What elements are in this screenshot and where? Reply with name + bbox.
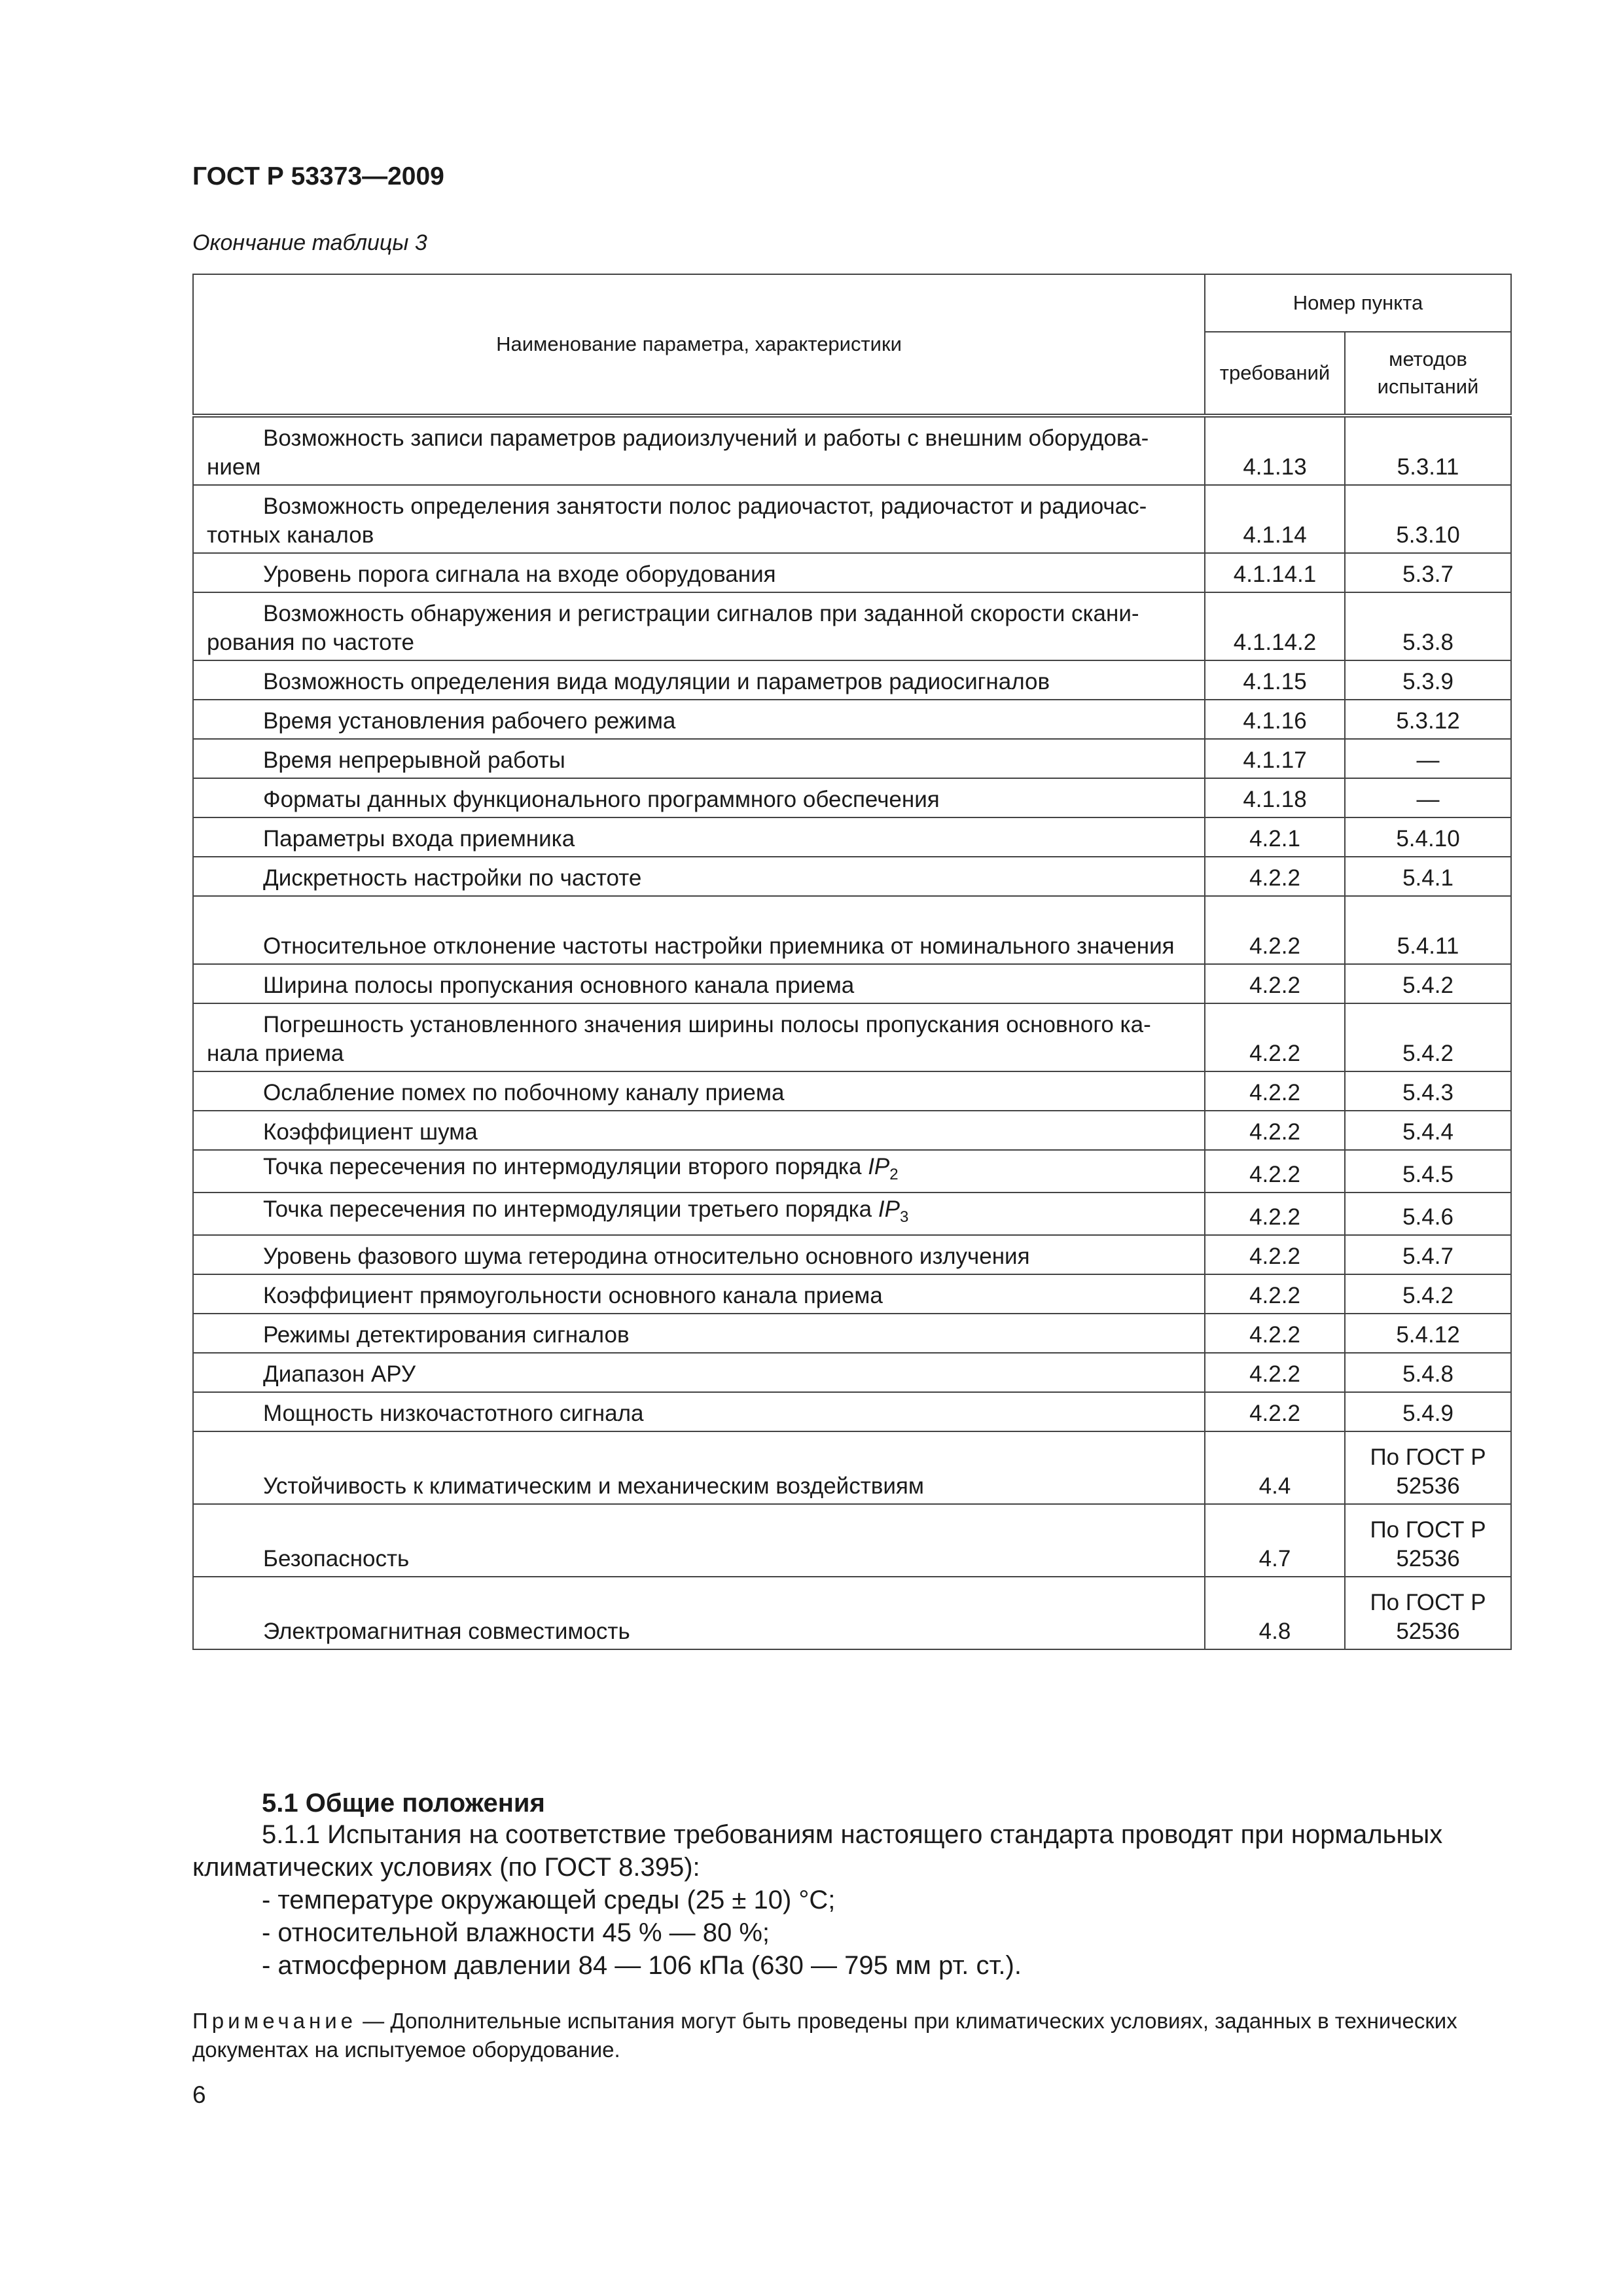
- parameter-name-wrap: [207, 746, 1191, 775]
- parameter-name-wrap: [207, 1617, 1191, 1646]
- requirement-clause-cell: 4.2.2: [1205, 1150, 1345, 1193]
- table-row: [193, 1431, 1511, 1504]
- table-row: [193, 592, 1511, 660]
- requirement-clause-cell: 4.1.18: [1205, 778, 1345, 817]
- table-row: [193, 485, 1511, 553]
- parameter-name-cell: [193, 1003, 1205, 1071]
- parameter-name: Время непрерывной работы: [263, 747, 565, 773]
- requirement-clause-cell: 4.1.14.1: [1205, 553, 1345, 592]
- parameter-name: Погрешность установленного значения ширины полосы пропускания основного канала приема: [207, 1012, 1151, 1066]
- test-method-clause-cell: 5.3.8: [1345, 592, 1511, 660]
- requirement-clause-cell: 4.7: [1205, 1504, 1345, 1577]
- parameter-name: Коэффициент шума: [263, 1119, 478, 1145]
- note-text: — Дополнительные испытания могут быть проведены при климатических условиях, заданных в технических документах на испытуемое оборудование.: [192, 2009, 1457, 2062]
- parameter-name-cell: [193, 1235, 1205, 1274]
- parameter-name-cell: [193, 1193, 1205, 1235]
- table-row: [193, 1504, 1511, 1577]
- parameter-name: Дискретность настройки по частоте: [263, 865, 642, 891]
- table-row: [193, 1111, 1511, 1150]
- parameter-name-wrap: [207, 1321, 1191, 1350]
- section-heading: 5.1 Общие положения: [262, 1789, 545, 1818]
- parameter-name: Коэффициент прямоугольности основного канала приема: [263, 1283, 883, 1308]
- test-method-clause-cell: 5.3.10: [1345, 485, 1511, 553]
- requirement-clause-cell: 4.4: [1205, 1431, 1345, 1504]
- parameter-name-cell: [193, 1314, 1205, 1353]
- requirement-clause-cell: 4.1.15: [1205, 660, 1345, 700]
- parameter-name-wrap: [207, 825, 1191, 853]
- parameter-name-wrap: [207, 707, 1191, 736]
- requirement-clause-cell: 4.2.2: [1205, 1071, 1345, 1111]
- requirement-clause-cell: 4.2.2: [1205, 1193, 1345, 1235]
- header-test-methods: методов испытаний: [1345, 332, 1511, 416]
- requirement-clause-cell: 4.2.2: [1205, 1235, 1345, 1274]
- parameter-name-cell: [193, 1071, 1205, 1111]
- parameter-name-wrap: [207, 1399, 1191, 1428]
- header-clause-number: Номер пункта: [1205, 274, 1511, 332]
- table-row: [193, 1577, 1511, 1649]
- parameter-name-cell: [193, 964, 1205, 1003]
- parameter-name-wrap: [207, 932, 1191, 961]
- parameter-name-cell: [193, 660, 1205, 700]
- parameter-name: Возможность определения занятости полос радиочастот, радиочастот и радиочастотных каналов: [207, 493, 1147, 548]
- parameter-name-cell: [193, 817, 1205, 857]
- table-row: [193, 416, 1511, 485]
- parameter-name: Время установления рабочего режима: [263, 708, 676, 734]
- table-row: [193, 857, 1511, 896]
- test-method-clause-cell: 5.4.7: [1345, 1235, 1511, 1274]
- note: [192, 2007, 1510, 2064]
- requirement-clause-cell: 4.2.2: [1205, 896, 1345, 964]
- test-method-clause-cell: 5.4.11: [1345, 896, 1511, 964]
- requirement-clause-cell: 4.2.2: [1205, 1003, 1345, 1071]
- parameter-symbol-subscript: 2: [889, 1166, 899, 1183]
- parameter-name-wrap: [207, 560, 1191, 589]
- parameter-name-wrap: [207, 600, 1191, 657]
- requirement-clause-cell: 4.2.2: [1205, 1392, 1345, 1431]
- requirement-clause-cell: 4.1.14: [1205, 485, 1345, 553]
- test-method-clause-cell: 5.4.9: [1345, 1392, 1511, 1431]
- parameter-name: Возможность обнаружения и регистрации сигналов при заданной скорости сканирования по частоте: [207, 601, 1139, 655]
- table-row: [193, 700, 1511, 739]
- parameter-name-cell: [193, 553, 1205, 592]
- parameter-name-cell: [193, 1577, 1205, 1649]
- parameter-name-cell: [193, 592, 1205, 660]
- parameter-name-cell: [193, 1504, 1205, 1577]
- test-method-clause-cell: 5.3.12: [1345, 700, 1511, 739]
- condition-item: - относительной влажности 45 % — 80 %;: [262, 1918, 770, 1947]
- page-number: 6: [192, 2081, 206, 2108]
- parameter-name-wrap: [207, 1472, 1191, 1501]
- table-row: [193, 896, 1511, 964]
- test-method-clause-cell: По ГОСТ Р 52536: [1345, 1504, 1511, 1577]
- table-row: [193, 1193, 1511, 1235]
- requirement-clause-cell: 4.2.2: [1205, 964, 1345, 1003]
- parameter-name: Относительное отклонение частоты настройки приемника от номинального значения: [263, 933, 1175, 959]
- parameter-name: Диапазон АРУ: [263, 1361, 416, 1387]
- parameter-name-cell: [193, 1111, 1205, 1150]
- parameter-name-wrap: [207, 864, 1191, 893]
- test-method-clause-cell: 5.4.3: [1345, 1071, 1511, 1111]
- test-method-clause-cell: По ГОСТ Р 52536: [1345, 1431, 1511, 1504]
- test-method-clause-cell: 5.4.10: [1345, 817, 1511, 857]
- parameter-name: Безопасность: [263, 1546, 410, 1571]
- parameter-name: Устойчивость к климатическим и механическим воздействиям: [263, 1473, 924, 1499]
- parameter-name: Точка пересечения по интермодуляции третьего порядка: [263, 1196, 872, 1222]
- parameter-name: Уровень фазового шума гетеродина относительно основного излучения: [263, 1244, 1030, 1269]
- requirement-clause-cell: 4.1.17: [1205, 739, 1345, 778]
- table-row: [193, 778, 1511, 817]
- requirement-clause-cell: 4.2.2: [1205, 857, 1345, 896]
- parameter-name: Ослабление помех по побочному каналу приема: [263, 1080, 785, 1105]
- requirement-clause-cell: 4.2.1: [1205, 817, 1345, 857]
- test-method-clause-cell: 5.3.7: [1345, 553, 1511, 592]
- table-row: [193, 1071, 1511, 1111]
- requirement-clause-cell: 4.2.2: [1205, 1274, 1345, 1314]
- test-method-clause-cell: 5.4.2: [1345, 1003, 1511, 1071]
- condition-item: - температуре окружающей среды (25 ± 10) °С;: [262, 1886, 836, 1914]
- parameter-name-wrap: [207, 424, 1191, 482]
- requirement-clause-cell: 4.8: [1205, 1577, 1345, 1649]
- test-method-clause-cell: 5.3.11: [1345, 416, 1511, 485]
- parameter-name-wrap: [207, 971, 1191, 1000]
- parameter-name-wrap: [207, 1011, 1191, 1068]
- parameter-symbol: IP: [878, 1196, 900, 1222]
- test-method-clause-cell: 5.4.8: [1345, 1353, 1511, 1392]
- parameter-name-wrap: [207, 492, 1191, 550]
- table-row: [193, 553, 1511, 592]
- table-caption: Окончание таблицы 3: [192, 230, 427, 255]
- parameter-name-cell: [193, 1431, 1205, 1504]
- test-method-clause-cell: 5.4.4: [1345, 1111, 1511, 1150]
- parameter-name-wrap: [207, 1282, 1191, 1310]
- table-body: [193, 416, 1511, 1649]
- test-method-clause-cell: —: [1345, 739, 1511, 778]
- parameter-name-cell: [193, 1353, 1205, 1392]
- requirements-table: [192, 274, 1512, 1650]
- parameter-name: Возможность определения вида модуляции и параметров радиосигналов: [263, 669, 1050, 694]
- test-method-clause-cell: 5.4.5: [1345, 1150, 1511, 1193]
- parameter-name: Форматы данных функционального программного обеспечения: [263, 787, 940, 812]
- parameter-name: Точка пересечения по интермодуляции второго порядка: [263, 1154, 862, 1179]
- table-row: [193, 1392, 1511, 1431]
- parameter-name-wrap: [207, 785, 1191, 814]
- parameter-name-cell: [193, 1274, 1205, 1314]
- requirement-clause-cell: 4.1.16: [1205, 700, 1345, 739]
- parameter-symbol-subscript: 3: [899, 1208, 909, 1226]
- parameter-symbol: IP: [868, 1154, 890, 1179]
- parameter-name-cell: [193, 739, 1205, 778]
- parameter-name-cell: [193, 1392, 1205, 1431]
- requirement-clause-cell: 4.1.13: [1205, 416, 1345, 485]
- header-parameter-name: Наименование параметра, характеристики: [193, 274, 1205, 416]
- parameter-name-wrap: [207, 1545, 1191, 1573]
- table-row: [193, 817, 1511, 857]
- parameter-name: Ширина полосы пропускания основного канала приема: [263, 973, 855, 998]
- table-row: [193, 964, 1511, 1003]
- test-method-clause-cell: 5.3.9: [1345, 660, 1511, 700]
- table-row: [193, 1235, 1511, 1274]
- parameter-name-wrap: [207, 1118, 1191, 1147]
- requirement-clause-cell: 4.2.2: [1205, 1111, 1345, 1150]
- parameter-name-wrap: [207, 668, 1191, 696]
- parameter-name-wrap: [207, 1153, 1191, 1189]
- table-header: [193, 274, 1511, 416]
- test-method-clause-cell: 5.4.6: [1345, 1193, 1511, 1235]
- parameter-name: Параметры входа приемника: [263, 826, 575, 852]
- parameter-name-wrap: [207, 1079, 1191, 1107]
- parameter-name-cell: [193, 485, 1205, 553]
- parameter-name: Возможность записи параметров радиоизлучений и работы с внешним оборудованием: [207, 425, 1149, 480]
- test-method-clause-cell: 5.4.2: [1345, 1274, 1511, 1314]
- parameter-name: Уровень порога сигнала на входе оборудования: [263, 562, 776, 587]
- parameter-name-cell: [193, 1150, 1205, 1193]
- table-row: [193, 1314, 1511, 1353]
- parameter-name: Электромагнитная совместимость: [263, 1619, 630, 1644]
- parameter-name-cell: [193, 700, 1205, 739]
- table-row: [193, 1150, 1511, 1193]
- standard-title: ГОСТ Р 53373—2009: [192, 162, 444, 190]
- table-row: [193, 1274, 1511, 1314]
- test-method-clause-cell: 5.4.1: [1345, 857, 1511, 896]
- header-requirements: требований: [1205, 332, 1345, 416]
- parameter-name: Режимы детектирования сигналов: [263, 1322, 630, 1348]
- requirement-clause-cell: 4.2.2: [1205, 1353, 1345, 1392]
- test-method-clause-cell: По ГОСТ Р 52536: [1345, 1577, 1511, 1649]
- test-method-clause-cell: —: [1345, 778, 1511, 817]
- table-row: [193, 1003, 1511, 1071]
- parameter-name-wrap: [207, 1360, 1191, 1389]
- parameter-name-cell: [193, 416, 1205, 485]
- parameter-name-cell: [193, 778, 1205, 817]
- section-paragraph: 5.1.1 Испытания на соответствие требованиям настоящего стандарта проводят при нормальных климатических условиях (по ГОСТ 8.395):: [192, 1820, 1443, 1882]
- parameter-name-cell: [193, 857, 1205, 896]
- parameter-name: Мощность низкочастотного сигнала: [263, 1401, 644, 1426]
- table-row: [193, 660, 1511, 700]
- condition-item: - атмосферном давлении 84 — 106 кПа (630 — 795 мм рт. ст.).: [262, 1951, 1022, 1980]
- parameter-name-wrap: [207, 1242, 1191, 1271]
- table-row: [193, 739, 1511, 778]
- test-method-clause-cell: 5.4.12: [1345, 1314, 1511, 1353]
- parameter-name-cell: [193, 896, 1205, 964]
- note-label: Примечание: [192, 2009, 357, 2033]
- parameter-name-wrap: [207, 1195, 1191, 1232]
- requirement-clause-cell: 4.1.14.2: [1205, 592, 1345, 660]
- table-row: [193, 1353, 1511, 1392]
- requirement-clause-cell: 4.2.2: [1205, 1314, 1345, 1353]
- test-method-clause-cell: 5.4.2: [1345, 964, 1511, 1003]
